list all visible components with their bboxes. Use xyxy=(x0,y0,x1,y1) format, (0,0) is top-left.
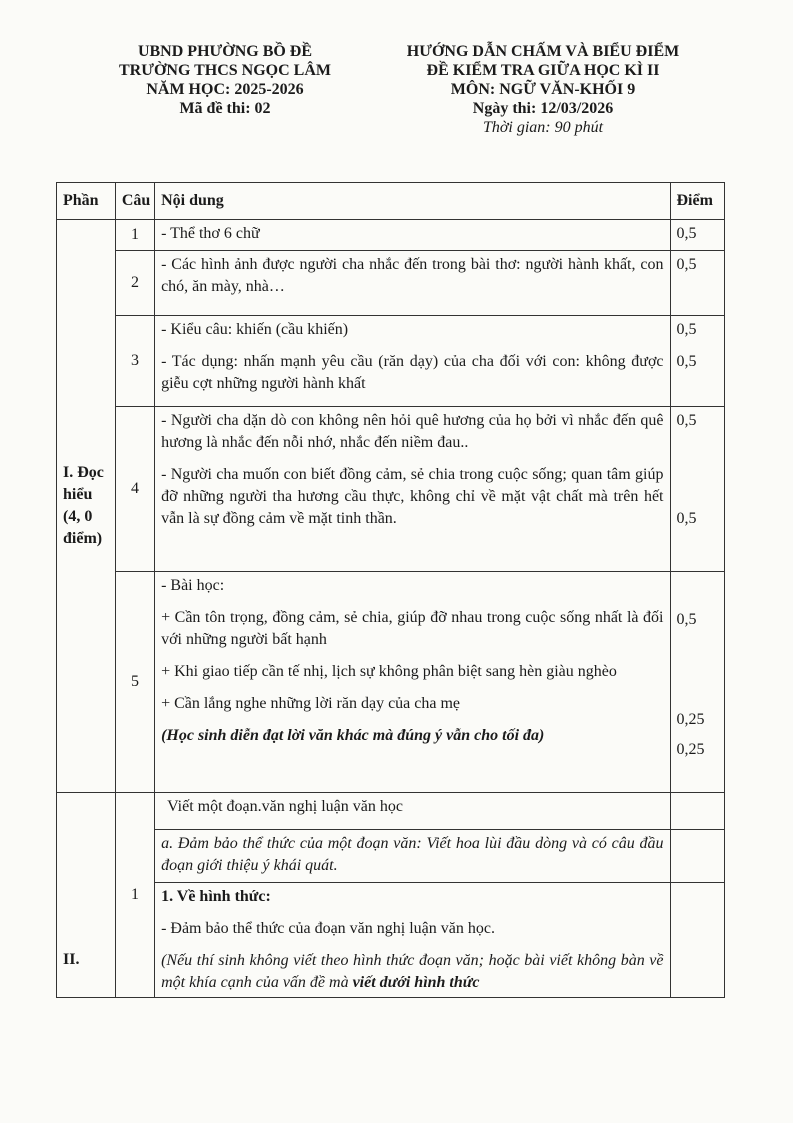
table-row xyxy=(57,316,725,407)
exam-title: ĐỀ KIỂM TRA GIỮA HỌC KÌ II xyxy=(426,62,660,79)
header-noidung: Nội dung xyxy=(155,183,670,220)
question-number: 1 xyxy=(115,220,154,251)
section-1-label-text: I. Đọc hiểu (4, 0 điểm) xyxy=(63,464,104,547)
grading-note xyxy=(161,950,663,994)
answer-text: + Cần lắng nghe những lời răn dạy của cha mẹ xyxy=(161,695,461,712)
exam-duration: Thời gian: 90 phút xyxy=(482,119,604,136)
table-row xyxy=(57,883,725,998)
table-row xyxy=(57,572,725,793)
score: 0,5 xyxy=(676,611,697,628)
doc-title: HƯỚNG DẪN CHẤM VÀ BIỂU ĐIỂM xyxy=(406,43,680,60)
answer-content xyxy=(155,793,670,830)
question-number: 3 xyxy=(115,316,154,407)
answer-text: - Thể thơ 6 chữ xyxy=(161,225,260,242)
school-year: NĂM HỌC: 2025-2026 xyxy=(146,81,304,98)
header-phan: Phần xyxy=(57,183,116,220)
answer-content xyxy=(155,251,670,316)
score: 0,5 xyxy=(676,412,697,429)
score-cell xyxy=(670,407,725,572)
header-left xyxy=(100,42,350,118)
grading-note-text: (Nếu thí sinh không viết theo hình thức đoạn văn; hoặc bài viết không bàn về một khía cạnh của vấn đề mà xyxy=(161,952,664,991)
answer-text: - Người cha muốn con biết đồng cảm, sẻ chia trong cuộc sống; quan tâm giúp đỡ những người tha hương cầu thực, không chỉ về mặt vật chất mà trên hết vẫn là sự đồng cảm về mặt tinh thần. xyxy=(161,466,664,527)
score: 0,5 xyxy=(676,321,697,338)
writing-task-title: Viết một đoạn.văn nghị luận văn học xyxy=(167,798,403,815)
answer-text: + Khi giao tiếp cần tế nhị, lịch sự không phân biệt sang hèn giàu nghèo xyxy=(161,663,617,680)
score-cell xyxy=(670,572,725,793)
department-name: UBND PHƯỜNG BỒ ĐỀ xyxy=(137,43,313,60)
school-name: TRƯỜNG THCS NGỌC LÂM xyxy=(118,62,331,79)
grading-table xyxy=(56,182,725,998)
question-number: 4 xyxy=(115,407,154,572)
answer-text: - Người cha dặn dò con không nên hỏi quê hương của họ bởi vì nhắc đến quê hương là nhắc đến nỗi nhớ, nhắc đến niềm đau.. xyxy=(161,412,664,451)
score: 0,25 xyxy=(676,741,705,758)
form-criteria-title: 1. Về hình thức: xyxy=(161,888,271,905)
score: 0,5 xyxy=(676,510,697,527)
score-cell xyxy=(670,220,725,251)
answer-content xyxy=(155,830,670,883)
header-cau: Câu xyxy=(115,183,154,220)
header-right xyxy=(378,42,708,137)
question-number: 2 xyxy=(115,251,154,316)
table-row xyxy=(57,830,725,883)
answer-content xyxy=(155,883,670,998)
grading-note: (Học sinh diễn đạt lời văn khác mà đúng ý vẫn cho tối đa) xyxy=(161,727,545,744)
answer-text: + Cần tôn trọng, đồng cảm, sẻ chia, giúp đỡ nhau trong cuộc sống nhất là đối với những người bất hạnh xyxy=(161,609,664,648)
answer-content xyxy=(155,316,670,407)
answer-content xyxy=(155,220,670,251)
header-diem: Điểm xyxy=(670,183,725,220)
subject: MÔN: NGỮ VĂN-KHỐI 9 xyxy=(450,81,636,98)
question-number: 5 xyxy=(115,572,154,793)
score-cell xyxy=(670,883,725,998)
table-header-row xyxy=(57,183,725,220)
score: 0,5 xyxy=(676,353,697,370)
section-2-label xyxy=(57,793,116,998)
score-cell xyxy=(670,830,725,883)
answer-content xyxy=(155,572,670,793)
answer-text: - Kiểu câu: khiến (cầu khiến) xyxy=(161,321,349,338)
score: 0,5 xyxy=(676,256,697,273)
answer-text: - Tác dụng: nhấn mạnh yêu cầu (răn dạy) của cha đối với con: không được giễu cợt những người hành khất xyxy=(161,353,664,392)
table-row xyxy=(57,793,725,830)
section-2-label-text: II. xyxy=(63,951,80,968)
exam-code: Mã đề thi: 02 xyxy=(179,100,271,117)
table-row xyxy=(57,407,725,572)
score: 0,5 xyxy=(676,225,697,242)
answer-text: - Đảm bảo thể thức của đoạn văn nghị luận văn học. xyxy=(161,920,495,937)
exam-date: Ngày thi: 12/03/2026 xyxy=(472,100,614,117)
table-row xyxy=(57,251,725,316)
answer-text: - Bài học: xyxy=(161,577,225,594)
score-cell xyxy=(670,251,725,316)
score-cell xyxy=(670,793,725,830)
requirement-a: a. Đảm bảo thể thức của một đoạn văn: Viết hoa lùi đầu dòng và có câu đầu đoạn giới thiệu ý khái quát. xyxy=(161,835,664,874)
score: 0,25 xyxy=(676,711,705,728)
table-row xyxy=(57,220,725,251)
score-cell xyxy=(670,316,725,407)
section-1-label xyxy=(57,220,116,793)
answer-content xyxy=(155,407,670,572)
grading-note-emphasis: viết dưới hình thức xyxy=(352,974,480,991)
question-number: 1 xyxy=(115,793,154,998)
answer-text: - Các hình ảnh được người cha nhắc đến trong bài thơ: người hành khất, con chó, ăn mày, nhà… xyxy=(161,256,664,295)
